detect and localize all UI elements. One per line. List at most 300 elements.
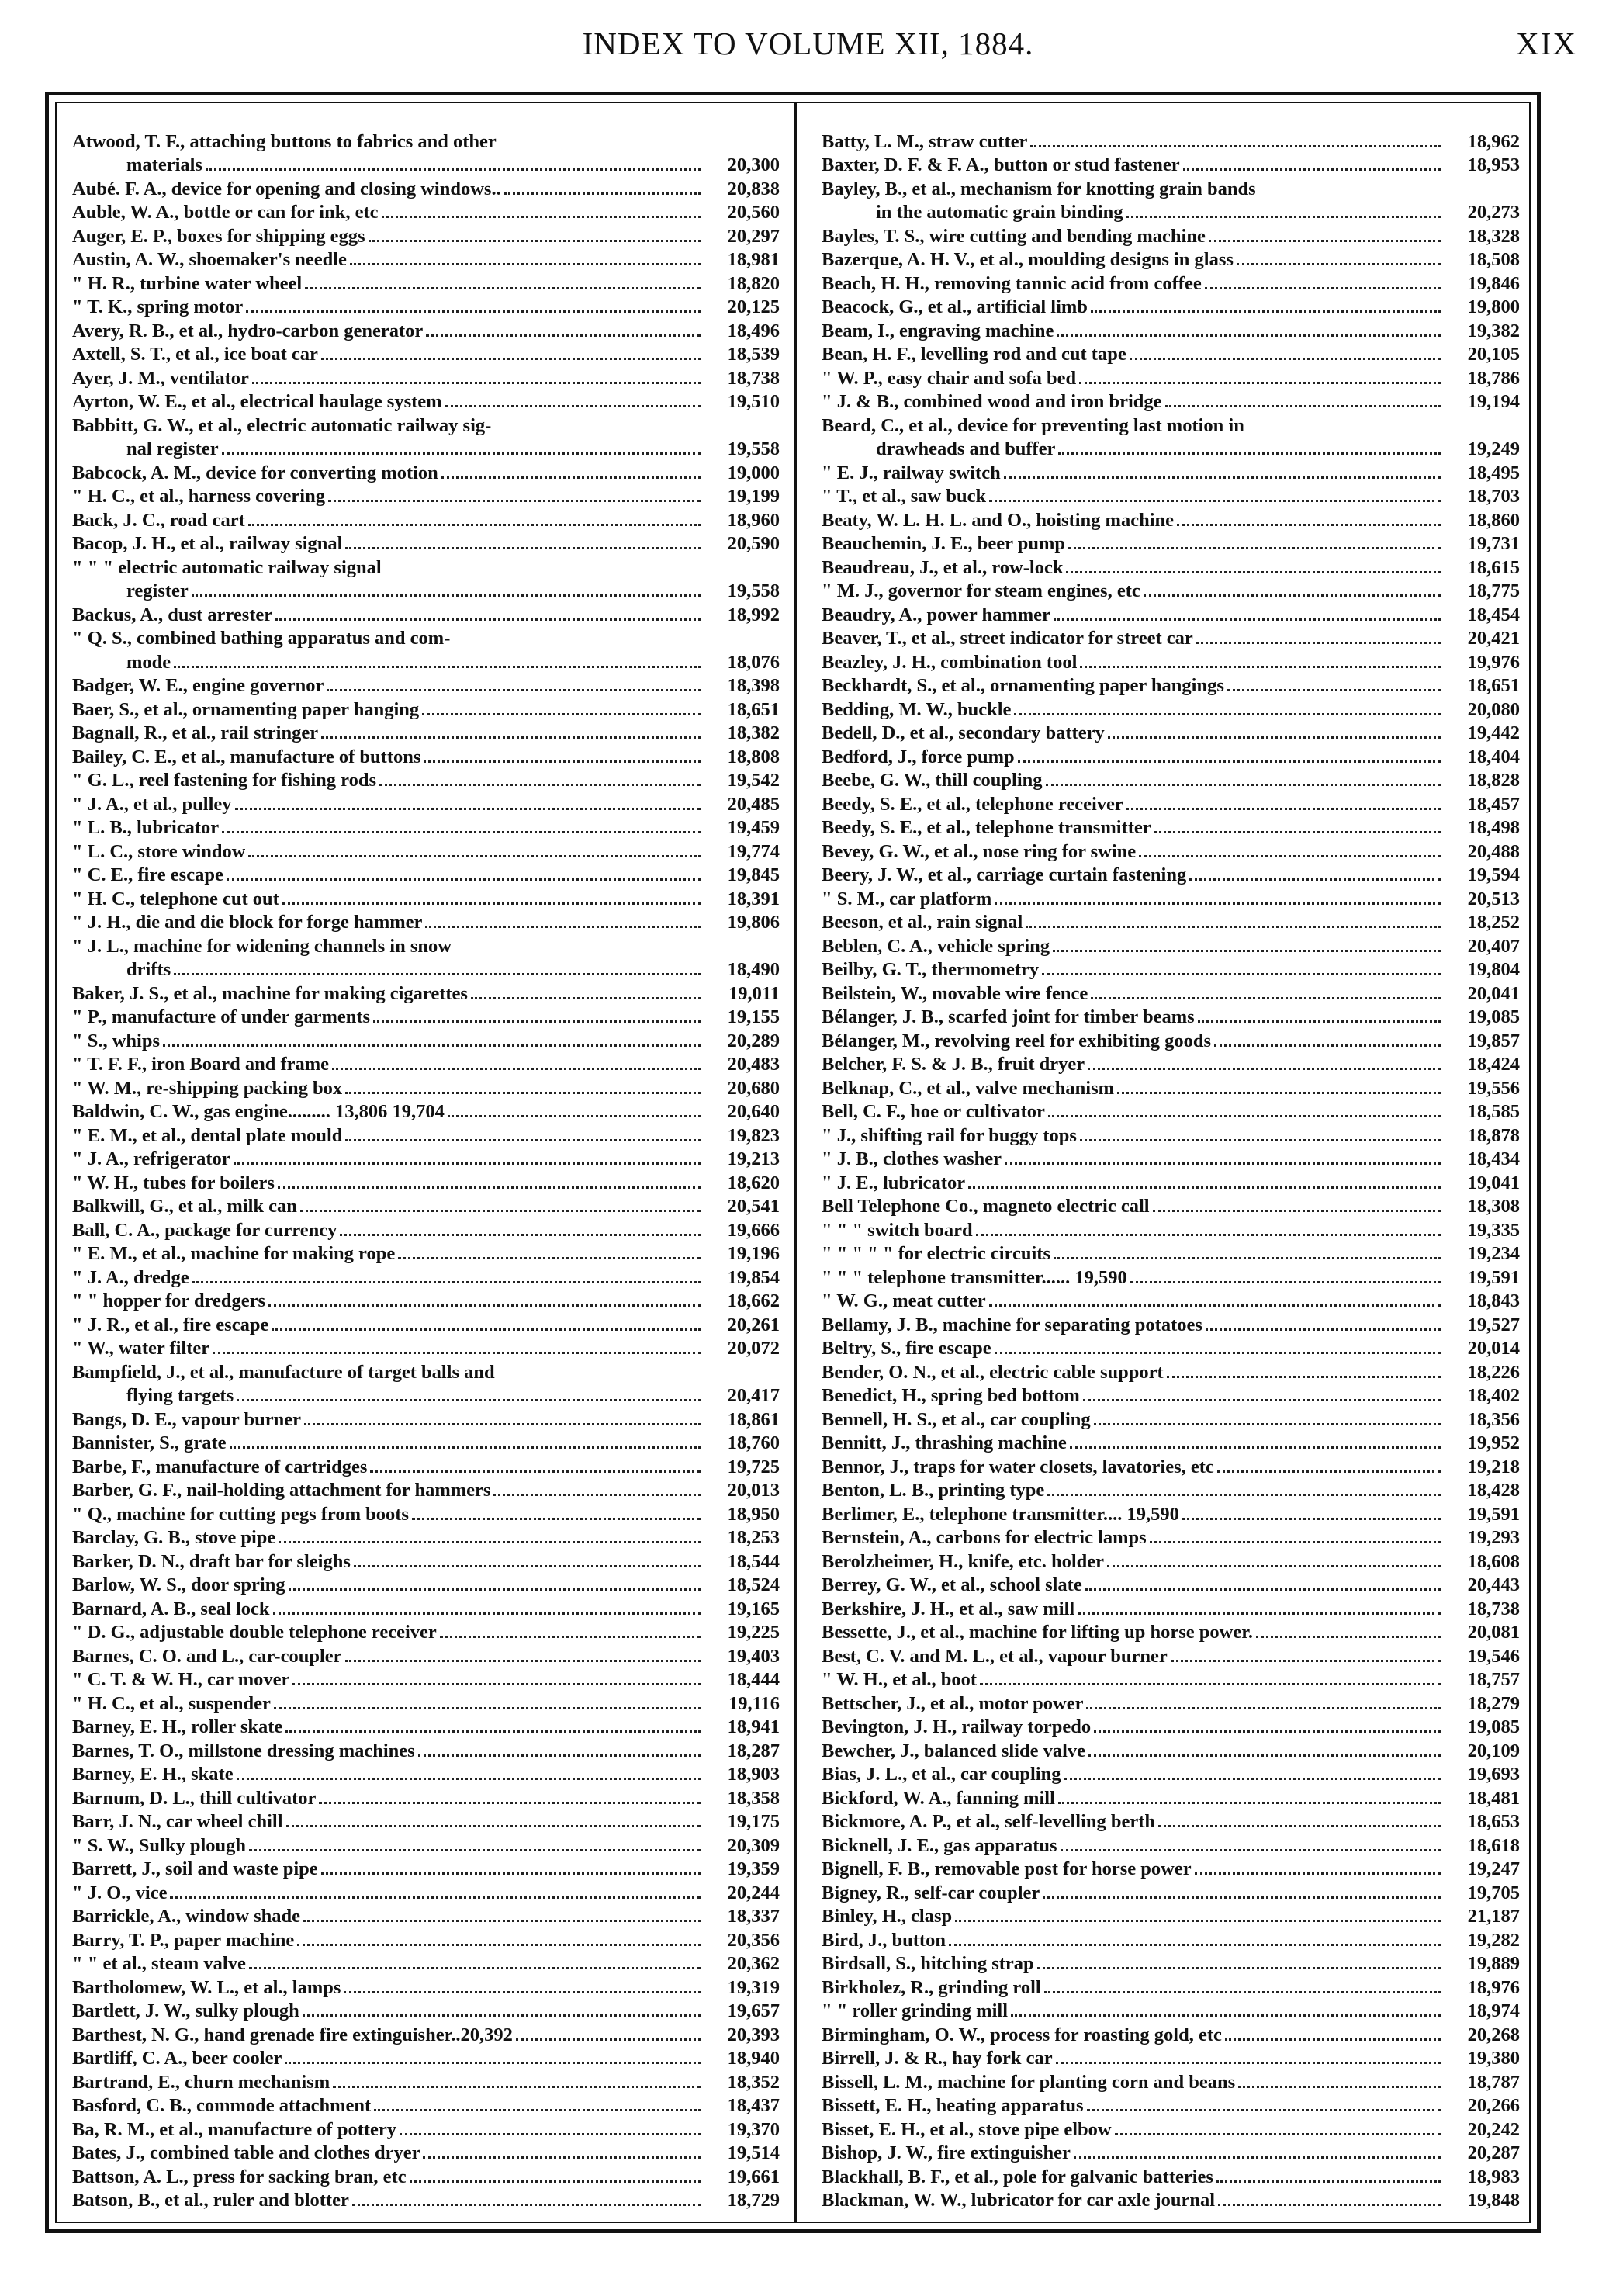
index-entry — [72, 1337, 780, 1361]
dot-leader — [1209, 240, 1441, 242]
index-entry — [72, 1218, 780, 1242]
index-entry — [72, 461, 780, 485]
index-entry — [72, 722, 780, 746]
entry-number: 20,541 — [727, 1196, 780, 1217]
dot-leader — [1130, 1281, 1441, 1283]
dot-leader — [1005, 1162, 1441, 1165]
entry-number: 18,653 — [1467, 1811, 1520, 1832]
dot-leader — [1078, 1612, 1441, 1615]
index-entry — [822, 1100, 1520, 1124]
index-entry — [822, 532, 1520, 556]
dot-leader — [1018, 760, 1441, 763]
index-entry — [72, 390, 780, 414]
index-entry — [72, 1881, 780, 1905]
dot-leader — [1256, 1636, 1441, 1638]
index-entry — [72, 1763, 780, 1787]
entry-text: Barnum, D. L., thill cultivator — [72, 1787, 317, 1809]
dot-leader — [1042, 973, 1441, 975]
entry-text: Benton, L. B., printing type — [822, 1480, 1045, 1501]
dot-leader — [286, 1825, 701, 1827]
entry-number: 18,962 — [1467, 130, 1520, 152]
index-entry — [822, 1218, 1520, 1242]
dot-leader — [272, 1328, 701, 1331]
index-entry — [72, 1432, 780, 1456]
entry-number: 19,335 — [1467, 1219, 1520, 1241]
entry-text: Berrey, G. W., et al., school slate — [822, 1574, 1082, 1595]
dot-leader — [249, 1967, 701, 1969]
entry-number: 19,661 — [727, 2166, 780, 2187]
entry-text: Axtell, S. T., et al., ice boat car — [72, 344, 318, 365]
index-entry — [72, 1408, 780, 1432]
entry-text: Babbitt, G. W., et al., electric automatic railway sig- — [72, 414, 492, 436]
index-entry — [72, 1716, 780, 1740]
index-entry — [72, 864, 780, 888]
index-entry — [822, 1881, 1520, 1905]
dot-leader — [237, 1778, 701, 1780]
dot-leader — [248, 524, 701, 526]
index-entry — [822, 414, 1520, 438]
entry-number: 20,393 — [727, 2024, 780, 2045]
dot-leader — [345, 1660, 701, 1662]
entry-text: Barry, T. P., paper machine — [72, 1929, 295, 1951]
entry-number: 19,247 — [1467, 1858, 1520, 1879]
entry-number: 18,524 — [727, 1574, 780, 1595]
entry-number: 19,225 — [727, 1622, 780, 1643]
index-entry — [822, 1479, 1520, 1503]
dot-leader — [418, 1754, 701, 1757]
entry-number: 21,187 — [1467, 1906, 1520, 1927]
entry-number: 19,542 — [727, 770, 780, 791]
entry-text: " W. P., easy chair and sofa bed — [822, 367, 1077, 389]
index-entry — [72, 934, 780, 958]
page-title: INDEX TO VOLUME XII, 1884. — [582, 26, 1034, 61]
index-entry — [72, 1597, 780, 1621]
dot-leader — [321, 1872, 701, 1875]
entry-number: 18,252 — [1467, 912, 1520, 933]
index-entry — [822, 698, 1520, 722]
dot-leader — [278, 1186, 701, 1189]
dot-leader — [504, 192, 701, 195]
dot-leader — [292, 1683, 701, 1685]
index-entry — [72, 1076, 780, 1100]
entry-text: " J. L., machine for widening channels in snow — [72, 935, 452, 957]
entry-number: 20,297 — [727, 225, 780, 247]
page-number: XIX — [1516, 26, 1577, 61]
entry-number: 19,442 — [1467, 722, 1520, 743]
dot-leader — [222, 831, 701, 833]
dot-leader — [206, 168, 701, 171]
entry-text: Bickford, W. A., fanning mill — [822, 1787, 1055, 1809]
entry-text: Beaudreau, J., et al., row-lock — [822, 556, 1064, 578]
index-entry — [822, 508, 1520, 532]
dot-leader — [1214, 1044, 1441, 1047]
entry-text: Ba, R. M., et al., manufacture of pottery — [72, 2118, 397, 2140]
index-entry — [72, 1195, 780, 1219]
entry-text: mode — [126, 651, 171, 673]
dot-leader — [1026, 926, 1441, 928]
entry-text: Belcher, F. S. & J. B., fruit dryer — [822, 1054, 1085, 1075]
dot-leader — [1094, 1423, 1441, 1425]
dot-leader — [493, 1494, 701, 1496]
entry-number: 18,757 — [1467, 1669, 1520, 1690]
entry-number: 20,417 — [727, 1385, 780, 1406]
entry-number: 18,651 — [1467, 675, 1520, 696]
index-entry — [72, 414, 780, 438]
entry-number: 20,289 — [727, 1030, 780, 1051]
dot-leader — [426, 334, 701, 337]
entry-text: Bird, J., button — [822, 1929, 946, 1951]
index-entry — [72, 1574, 780, 1598]
index-entry — [822, 1148, 1520, 1172]
entry-number: 18,539 — [727, 344, 780, 365]
entry-number: 19,218 — [1467, 1456, 1520, 1477]
index-entry — [72, 154, 780, 178]
dot-leader — [252, 382, 701, 384]
index-entry — [822, 248, 1520, 272]
dot-leader — [1153, 1210, 1441, 1212]
entry-number: 18,434 — [1467, 1148, 1520, 1169]
entry-number: 19,556 — [1467, 1077, 1520, 1099]
index-entry — [822, 911, 1520, 935]
entry-text: " E. M., et al., dental plate mould — [72, 1124, 343, 1146]
entry-number: 20,072 — [727, 1338, 780, 1359]
entry-text: Basford, C. B., commode attachment — [72, 2095, 372, 2116]
entry-number: 19,591 — [1467, 1503, 1520, 1525]
entry-text: Birmingham, O. W., process for roasting gold, etc — [822, 2024, 1222, 2045]
dot-leader — [1139, 855, 1441, 857]
index-entry — [822, 792, 1520, 816]
entry-text: " " et al., steam valve — [72, 1953, 246, 1974]
entry-text: " S. W., Sulky plough — [72, 1834, 247, 1856]
dot-leader — [379, 784, 701, 786]
dot-leader — [1154, 831, 1441, 833]
entry-text: Bewcher, J., balanced slide valve — [822, 1740, 1086, 1761]
entry-text: Bellamy, J. B., machine for separating potatoes — [822, 1314, 1202, 1335]
dot-leader — [373, 1020, 701, 1023]
entry-text: " " " electric automatic railway signal — [72, 556, 382, 578]
entry-text: Beilby, G. T., thermometry — [822, 959, 1040, 980]
dot-leader — [350, 263, 701, 265]
dot-leader — [1238, 2086, 1441, 2088]
index-entry — [822, 1076, 1520, 1100]
index-entry — [822, 982, 1520, 1006]
entry-number: 19,282 — [1467, 1929, 1520, 1951]
index-entry — [72, 1455, 780, 1479]
dot-leader — [222, 452, 701, 455]
index-entry — [822, 1574, 1520, 1598]
entry-number: 20,309 — [727, 1834, 780, 1856]
dot-leader — [1167, 1376, 1441, 1378]
entry-number: 18,775 — [1467, 580, 1520, 601]
entry-text: Backus, A., dust arrester — [72, 604, 273, 625]
entry-text: Barnes, T. O., millstone dressing machines — [72, 1740, 415, 1761]
dot-leader — [955, 1920, 1441, 1922]
dot-leader — [249, 1849, 701, 1851]
entry-text: Bélanger, J. B., scarfed joint for timber beams — [822, 1006, 1195, 1027]
entry-text: Bartrand, E., churn mechanism — [72, 2071, 330, 2093]
entry-text: Badger, W. E., engine governor — [72, 675, 324, 696]
dot-leader — [989, 1304, 1441, 1307]
entry-text: Beam, I., engraving machine — [822, 320, 1054, 341]
entry-text: " E. J., railway switch — [822, 462, 1001, 483]
index-entry — [822, 1668, 1520, 1692]
entry-text: Barrickle, A., window shade — [72, 1906, 301, 1927]
entry-text: Bisset, E. H., et al., stove pipe elbow — [822, 2118, 1112, 2140]
entry-number: 19,558 — [727, 438, 780, 459]
dot-leader — [1091, 997, 1441, 999]
entry-number: 19,848 — [1467, 2190, 1520, 2211]
entry-text: Bell Telephone Co., magneto electric call — [822, 1196, 1150, 1217]
dot-leader — [1066, 571, 1441, 573]
index-entry — [822, 864, 1520, 888]
dot-leader — [174, 973, 701, 975]
index-entry — [822, 1928, 1520, 1952]
index-entry — [72, 1100, 780, 1124]
index-entry — [72, 272, 780, 296]
index-entry — [72, 792, 780, 816]
entry-number: 18,444 — [727, 1669, 780, 1690]
dot-leader — [410, 2180, 701, 2183]
entry-text: " Q., machine for cutting pegs from boots — [72, 1503, 409, 1525]
entry-number: 19,594 — [1467, 864, 1520, 885]
dot-leader — [1056, 2062, 1441, 2064]
entry-text: Battson, A. L., press for sacking bran, etc — [72, 2166, 407, 2187]
index-entry — [822, 1290, 1520, 1314]
entry-text: Barnard, A. B., seal lock — [72, 1598, 270, 1619]
entry-text: Baldwin, C. W., gas engine......... 13,806 19,704 — [72, 1101, 445, 1122]
entry-number: 18,974 — [1467, 2000, 1520, 2021]
entry-number: 18,940 — [727, 2048, 780, 2069]
index-entry — [822, 1621, 1520, 1645]
dot-leader — [273, 1612, 701, 1615]
index-entry — [72, 366, 780, 390]
entry-text: Back, J. C., road cart — [72, 509, 245, 531]
entry-number: 20,356 — [727, 1929, 780, 1951]
entry-text: Bevington, J. H., railway torpedo — [822, 1716, 1092, 1737]
dot-leader — [1218, 2204, 1441, 2206]
entry-number: 18,428 — [1467, 1480, 1520, 1501]
index-entry — [72, 603, 780, 627]
entry-number: 20,109 — [1467, 1740, 1520, 1761]
dot-leader — [1058, 452, 1441, 455]
entry-text: Berolzheimer, H., knife, etc. holder — [822, 1550, 1105, 1572]
entry-text: Bates, J., combined table and clothes dryer — [72, 2142, 420, 2163]
dot-leader — [425, 926, 701, 928]
dot-leader — [1047, 1494, 1441, 1496]
entry-number: 19,249 — [1467, 438, 1520, 459]
entry-text: Berlimer, E., telephone transmitter.... 19,590 — [822, 1503, 1179, 1525]
entry-text: Bacop, J. H., et al., railway signal — [72, 533, 343, 554]
index-entry — [822, 816, 1520, 840]
dot-leader — [1165, 405, 1441, 407]
entry-number: 19,800 — [1467, 296, 1520, 317]
entry-number: 20,483 — [727, 1054, 780, 1075]
entry-text: Bedell, D., et al., secondary battery — [822, 722, 1105, 743]
entry-number: 20,261 — [727, 1314, 780, 1335]
dot-leader — [1158, 1825, 1441, 1827]
dot-leader — [234, 1162, 701, 1165]
index-entry — [822, 390, 1520, 414]
index-entry — [72, 1550, 780, 1574]
dot-leader — [1043, 1896, 1441, 1899]
dot-leader — [1227, 689, 1441, 691]
entry-number: 20,513 — [1467, 888, 1520, 909]
dot-leader — [1126, 808, 1441, 810]
index-entry — [72, 1479, 780, 1503]
entry-text: nal register — [126, 438, 219, 459]
index-entry — [822, 2070, 1520, 2094]
index-entry — [822, 745, 1520, 769]
index-entry — [822, 1266, 1520, 1290]
dot-leader — [268, 1304, 701, 1307]
dot-leader — [1054, 1257, 1441, 1259]
index-entry — [72, 1810, 780, 1834]
dot-leader — [995, 1352, 1441, 1354]
dot-leader — [424, 760, 701, 763]
entry-number: 18,490 — [727, 959, 780, 980]
index-entry — [72, 508, 780, 532]
dot-leader — [1150, 1541, 1441, 1543]
dot-leader — [1130, 358, 1441, 360]
index-entry — [72, 2189, 780, 2213]
entry-number: 20,300 — [727, 154, 780, 175]
entry-number: 20,560 — [727, 202, 780, 223]
index-entry — [72, 1384, 780, 1408]
index-entry — [822, 1432, 1520, 1456]
entry-text: Auble, W. A., bottle or can for ink, etc — [72, 202, 379, 223]
entry-number: 19,514 — [727, 2142, 780, 2163]
index-entry — [72, 130, 780, 154]
entry-number: 18,404 — [1467, 746, 1520, 767]
dot-leader — [213, 1352, 701, 1354]
index-entry — [72, 1006, 780, 1030]
dot-leader — [1030, 145, 1441, 147]
index-entry — [72, 343, 780, 367]
entry-number: 19,804 — [1467, 959, 1520, 980]
index-entry — [822, 1195, 1520, 1219]
entry-number: 19,774 — [727, 840, 780, 862]
entry-text: Bessette, J., et al., machine for lifting up horse power. — [822, 1622, 1253, 1643]
entry-text: Bangs, D. E., vapour burner — [72, 1408, 301, 1430]
entry-number: 19,319 — [727, 1976, 780, 1998]
dot-leader — [441, 476, 701, 479]
index-entry — [72, 556, 780, 580]
index-entry — [72, 296, 780, 320]
entry-number: 18,620 — [727, 1172, 780, 1193]
entry-number: 18,903 — [727, 1764, 780, 1785]
entry-number: 18,496 — [727, 320, 780, 341]
index-entry — [72, 177, 780, 201]
index-entry — [72, 1171, 780, 1195]
dot-leader — [285, 1730, 701, 1733]
entry-text: flying targets — [126, 1385, 234, 1406]
dot-leader — [345, 1092, 701, 1094]
entry-text: " C. T. & W. H., car mover — [72, 1669, 290, 1690]
entry-number: 19,845 — [727, 864, 780, 885]
entry-number: 18,457 — [1467, 793, 1520, 815]
entry-text: Bickmore, A. P., et al., self-levelling berth — [822, 1811, 1156, 1832]
entry-number: 18,983 — [1467, 2166, 1520, 2187]
entry-number: 18,308 — [1467, 1196, 1520, 1217]
entry-number: 18,703 — [1467, 486, 1520, 507]
entry-number: 18,337 — [727, 1906, 780, 1927]
entry-text: " H. C., et al., suspender — [72, 1692, 271, 1714]
entry-text: Baer, S., et al., ornamenting paper hanging — [72, 698, 420, 720]
dot-leader — [400, 2133, 701, 2135]
entry-number: 19,085 — [1467, 1716, 1520, 1737]
entry-number: 20,105 — [1467, 344, 1520, 365]
entry-text: Bartliff, C. A., beer cooler — [72, 2048, 282, 2069]
index-entry — [822, 1692, 1520, 1716]
entry-text: Bartlett, J. W., sulky plough — [72, 2000, 299, 2021]
entry-number: 18,328 — [1467, 225, 1520, 247]
index-entry — [72, 485, 780, 509]
dot-leader — [328, 500, 701, 502]
index-entry — [822, 1242, 1520, 1266]
index-entry — [72, 2047, 780, 2071]
entry-text: Batson, B., et al., ruler and blotter — [72, 2190, 349, 2211]
entry-text: " T. F. F., iron Board and frame — [72, 1054, 330, 1075]
entry-text: " Q. S., combined bathing apparatus and com- — [72, 628, 451, 649]
dot-leader — [192, 1281, 701, 1283]
entry-number: 20,421 — [1467, 628, 1520, 649]
entry-text: Bazerque, A. H. V., et al., moulding designs in glass — [822, 249, 1234, 270]
index-entry — [822, 650, 1520, 674]
entry-number: 18,279 — [1467, 1692, 1520, 1714]
entry-text: Benedict, H., spring bed bottom — [822, 1385, 1080, 1406]
dot-leader — [976, 1234, 1441, 1236]
entry-number: 19,546 — [1467, 1645, 1520, 1667]
entry-text: Bell, C. F., hoe or cultivator — [822, 1101, 1045, 1122]
dot-leader — [227, 878, 701, 881]
entry-number: 20,125 — [727, 296, 780, 317]
entry-text: drifts — [126, 959, 171, 980]
entry-number: 18,495 — [1467, 462, 1520, 483]
entry-number: 18,508 — [1467, 249, 1520, 270]
entry-text: " J. O., vice — [72, 1882, 168, 1903]
entry-text: Beeson, et al., rain signal — [822, 912, 1023, 933]
entry-text: Barrett, J., soil and waste pipe — [72, 1858, 318, 1879]
entry-text: Bagnall, R., et al., rail stringer — [72, 722, 319, 743]
dot-leader — [949, 1944, 1441, 1946]
dot-leader — [305, 287, 701, 289]
entry-number: 19,459 — [727, 817, 780, 838]
entry-number: 19,382 — [1467, 320, 1520, 341]
dot-leader — [440, 1636, 701, 1638]
entry-number: 19,370 — [727, 2118, 780, 2140]
index-entry — [72, 1266, 780, 1290]
index-entry — [822, 1763, 1520, 1787]
index-entry — [822, 840, 1520, 864]
entry-text: Beard, C., et al., device for preventing last motion in — [822, 414, 1244, 436]
dot-leader — [352, 2204, 701, 2206]
index-entry — [822, 1597, 1520, 1621]
index-column-right — [822, 130, 1520, 2212]
entry-number: 18,382 — [727, 722, 780, 743]
entry-text: Bampfield, J., et al., manufacture of target balls and — [72, 1361, 495, 1383]
entry-number: 18,878 — [1467, 1124, 1520, 1146]
entry-number: 19,976 — [1467, 651, 1520, 673]
index-entry — [72, 745, 780, 769]
entry-text: Bennell, H. S., et al., car coupling — [822, 1408, 1091, 1430]
entry-number: 19,165 — [727, 1598, 780, 1619]
entry-text: " J. B., clothes washer — [822, 1148, 1002, 1169]
dot-leader — [1080, 1139, 1441, 1141]
entry-number: 20,273 — [1467, 202, 1520, 223]
index-entry — [72, 1644, 780, 1668]
index-column-left — [72, 130, 780, 2212]
index-entry — [822, 366, 1520, 390]
